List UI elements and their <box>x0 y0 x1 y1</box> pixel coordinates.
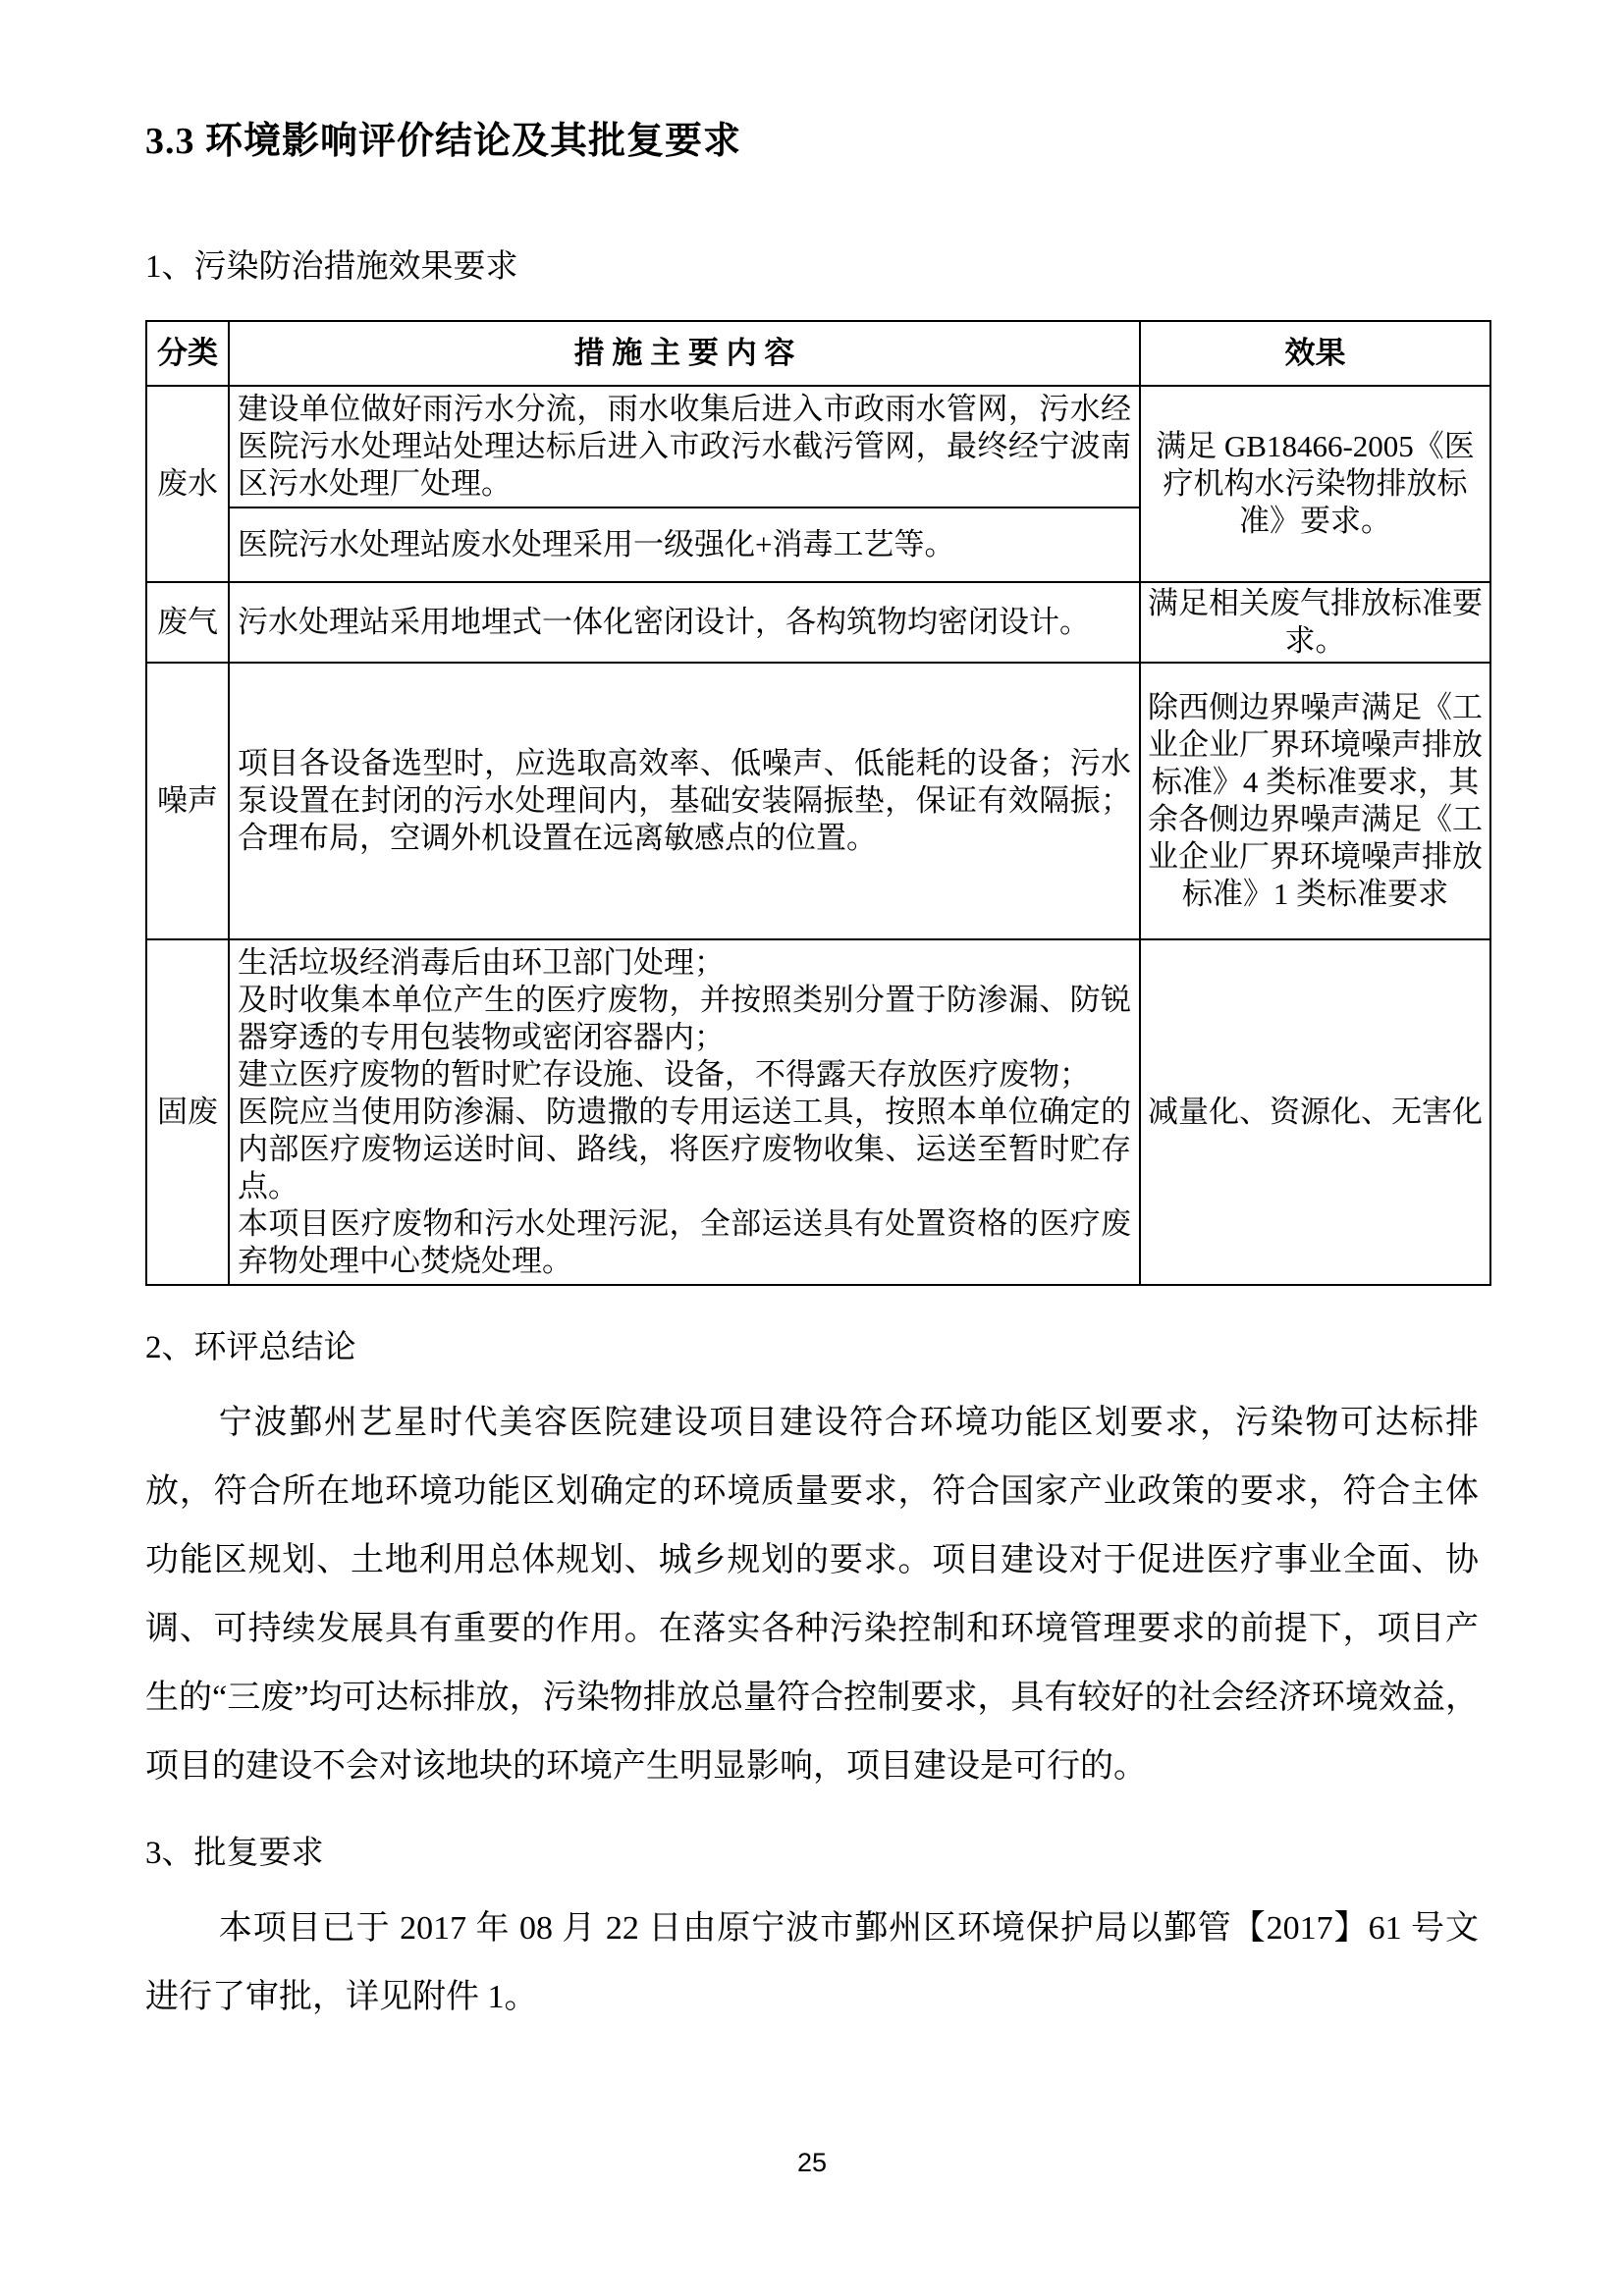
category-cell-solid-waste: 固废 <box>146 939 229 1285</box>
solid-waste-measure-line: 本项目医疗废物和污水处理污泥，全部运送具有处置资格的医疗废弃物处理中心焚烧处理。 <box>238 1206 1131 1278</box>
section-1-title: 1、污染防治措施效果要求 <box>145 249 518 285</box>
measure-cell-wastewater-2: 医院污水处理站废水处理采用一级强化+消毒工艺等。 <box>229 507 1140 582</box>
solid-waste-measure-line: 及时收集本单位产生的医疗废物，并按照类别分置于防渗漏、防锐器穿透的专用包装物或密闭容器内； <box>238 983 1131 1054</box>
table-row-exhaust-gas <box>146 582 1490 663</box>
category-cell-wastewater: 废水 <box>146 386 229 582</box>
page-number: 25 <box>796 2148 828 2177</box>
column-header-category: 分类 <box>146 321 229 386</box>
section-2-title: 2、环评总结论 <box>145 1330 356 1365</box>
category-cell-exhaust-gas: 废气 <box>146 582 229 663</box>
pollution-measures-table <box>145 320 1491 1286</box>
solid-waste-measure-line: 生活垃圾经消毒后由环卫部门处理； <box>238 945 725 980</box>
table-header-row <box>146 321 1490 386</box>
table-row-solid-waste <box>146 939 1490 1285</box>
measure-cell-exhaust-gas: 污水处理站采用地埋式一体化密闭设计，各构筑物均密闭设计。 <box>229 582 1140 663</box>
solid-waste-measure-line: 医院应当使用防渗漏、防遗撒的专用运送工具，按照本单位确定的内部医疗废物运送时间、路线，将医疗废物收集、运送至暂时贮存点。 <box>238 1095 1131 1203</box>
effect-cell-noise: 除西侧边界噪声满足《工业企业厂界环境噪声排放标准》4 类标准要求，其余各侧边界噪声满足《工业企业厂界环境噪声排放标准》1 类标准要求 <box>1140 663 1490 939</box>
table-row-wastewater <box>146 386 1490 507</box>
measure-cell-noise: 项目各设备选型时，应选取高效率、低噪声、低能耗的设备；污水泵设置在封闭的污水处理间内，基础安装隔振垫，保证有效隔振；合理布局，空调外机设置在远离敏感点的位置。 <box>229 663 1140 939</box>
effect-cell-exhaust-gas: 满足相关废气排放标准要求。 <box>1140 582 1490 663</box>
effect-cell-solid-waste: 减量化、资源化、无害化 <box>1140 939 1490 1285</box>
table-row-noise <box>146 663 1490 939</box>
effect-cell-wastewater: 满足 GB18466-2005《医疗机构水污染物排放标准》要求。 <box>1140 386 1490 582</box>
section-3-paragraph: 本项目已于 2017 年 08 月 22 日由原宁波市鄞州区环境保护局以鄞管【2017】61 号文进行了审批，详见附件 1。 <box>145 1910 1479 2015</box>
column-header-effect: 效果 <box>1140 321 1490 386</box>
page-title: 3.3 环境影响评价结论及其批复要求 <box>145 121 742 162</box>
measure-cell-wastewater-1: 建设单位做好雨污水分流，雨水收集后进入市政雨水管网，污水经医院污水处理站处理达标后进入市政污水截污管网，最终经宁波南区污水处理厂处理。 <box>229 386 1140 507</box>
column-header-measures: 措 施 主 要 内 容 <box>229 321 1140 386</box>
solid-waste-measure-line: 建立医疗废物的暂时贮存设施、设备，不得露天存放医疗废物； <box>238 1057 1090 1092</box>
section-2-paragraph: 宁波鄞州艺星时代美容医院建设项目建设符合环境功能区划要求，污染物可达标排放，符合所在地环境功能区划确定的环境质量要求，符合国家产业政策的要求，符合主体功能区规划、土地利用总体规划、城乡规划的要求。项目建设对于促进医疗事业全面、协调、可持续发展具有重要的作用。在落实各种污染控制和环境管理要求的前提下，项目产生的“三废”均可达标排放，污染物排放总量符合控制要求，具有较好的社会经济环境效益，项目的建设不会对该地块的环境产生明显影响，项目建设是可行的。 <box>145 1405 1479 1785</box>
category-cell-noise: 噪声 <box>146 663 229 939</box>
section-3-title: 3、批复要求 <box>145 1836 324 1871</box>
measure-cell-solid-waste <box>229 939 1140 1285</box>
